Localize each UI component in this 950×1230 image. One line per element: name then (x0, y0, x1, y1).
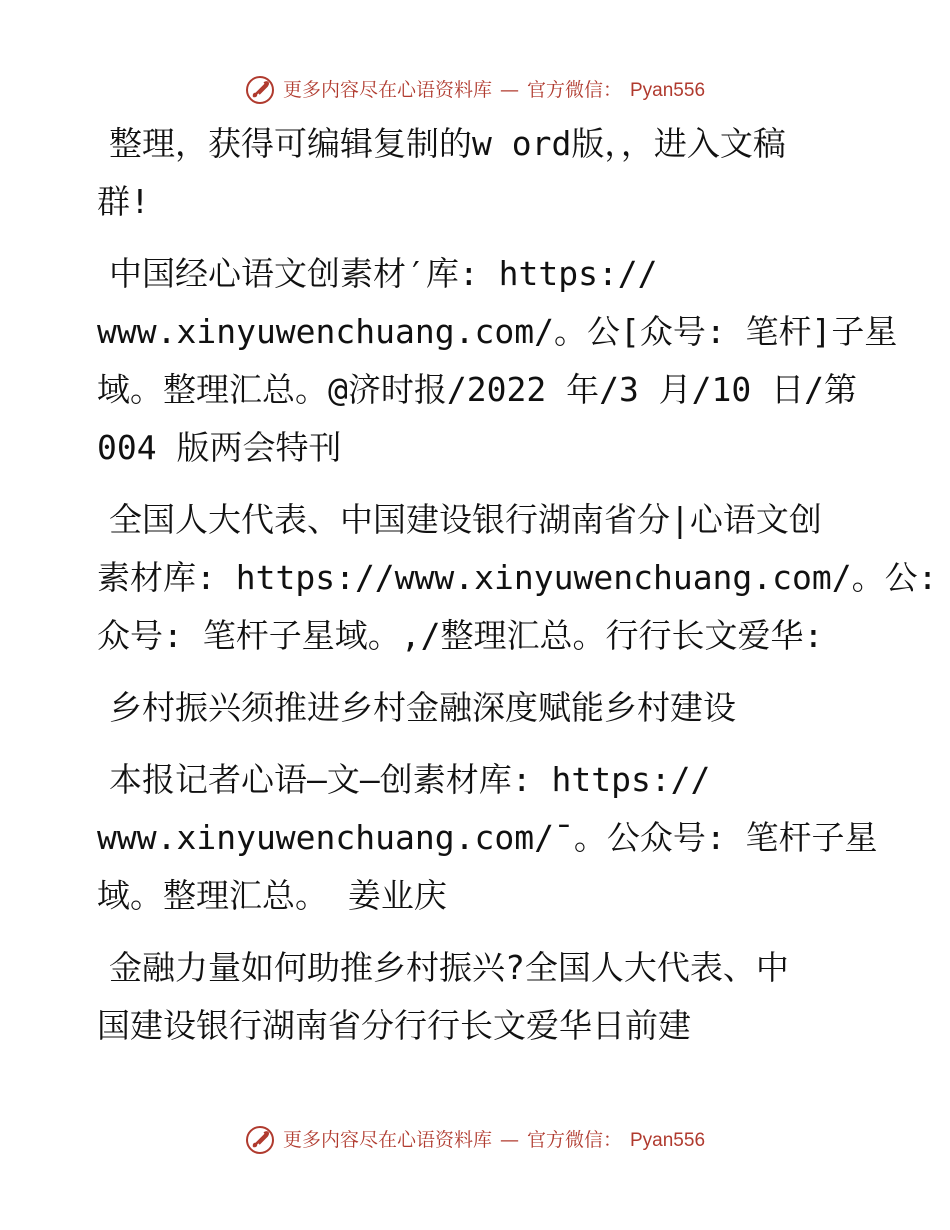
paragraph (97, 939, 857, 1055)
paragraph-line: 众号: 笔杆子星域。,/整理汇总。行行长文爱华: (97, 616, 824, 655)
paragraph-line: 本报记者心语—文—创素材库: https:// (109, 760, 711, 799)
paragraph-line: 金融力量如何助推乡村振兴?全国人大代表、中 (109, 948, 789, 987)
paragraph-line: 全国人大代表、中国建设银行湖南省分|心语文创 (109, 500, 822, 539)
quill-pen-icon (245, 1125, 275, 1155)
paragraph (97, 679, 857, 737)
banner-wechat-id: Pyan556 (630, 79, 706, 101)
paragraph (97, 751, 878, 925)
banner-wechat-label: 官方微信： (526, 1129, 622, 1151)
banner-wechat-label: 官方微信： (526, 79, 622, 101)
document-body (97, 115, 938, 1069)
paragraph-line: 群! (97, 182, 150, 221)
banner-title: 更多内容尽在心语资料库 (282, 78, 492, 101)
paragraph-line: 中国经心语文创素材′库: https:// (109, 254, 658, 293)
paragraph-line: 整理，获得可编辑复制的w ord版，，进入文稿 (109, 124, 786, 163)
header-banner (0, 70, 950, 110)
banner-title: 更多内容尽在心语资料库 (282, 1128, 492, 1151)
banner-wechat-id: Pyan556 (630, 1129, 706, 1151)
paragraph (97, 115, 857, 231)
banner-dash: — (499, 78, 519, 101)
paragraph-line: 004 版两会特刊 (97, 428, 342, 467)
quill-pen-icon (245, 75, 275, 105)
paragraph (97, 491, 938, 665)
paragraph-line: 域。整理汇总。 姜业庆 (97, 876, 447, 915)
paragraph-line: www.xinyuwenchuang.com/¯。公众号: 笔杆子星 (97, 818, 878, 857)
paragraph-line: 国建设银行湖南省分行行长文爱华日前建 (97, 1006, 691, 1045)
footer-banner (0, 1120, 950, 1160)
paragraph (97, 245, 898, 477)
paragraph-line: www.xinyuwenchuang.com/。公[众号: 笔杆]子星 (97, 312, 898, 351)
banner-dash: — (499, 1128, 519, 1151)
paragraph-line: 乡村振兴须推进乡村金融深度赋能乡村建设 (109, 688, 736, 727)
paragraph-line: 素材库: https://www.xinyuwenchuang.com/。公: (97, 558, 938, 597)
paragraph-line: 域。整理汇总。@济时报/2022 年/3 月/10 日/第 (97, 370, 858, 409)
